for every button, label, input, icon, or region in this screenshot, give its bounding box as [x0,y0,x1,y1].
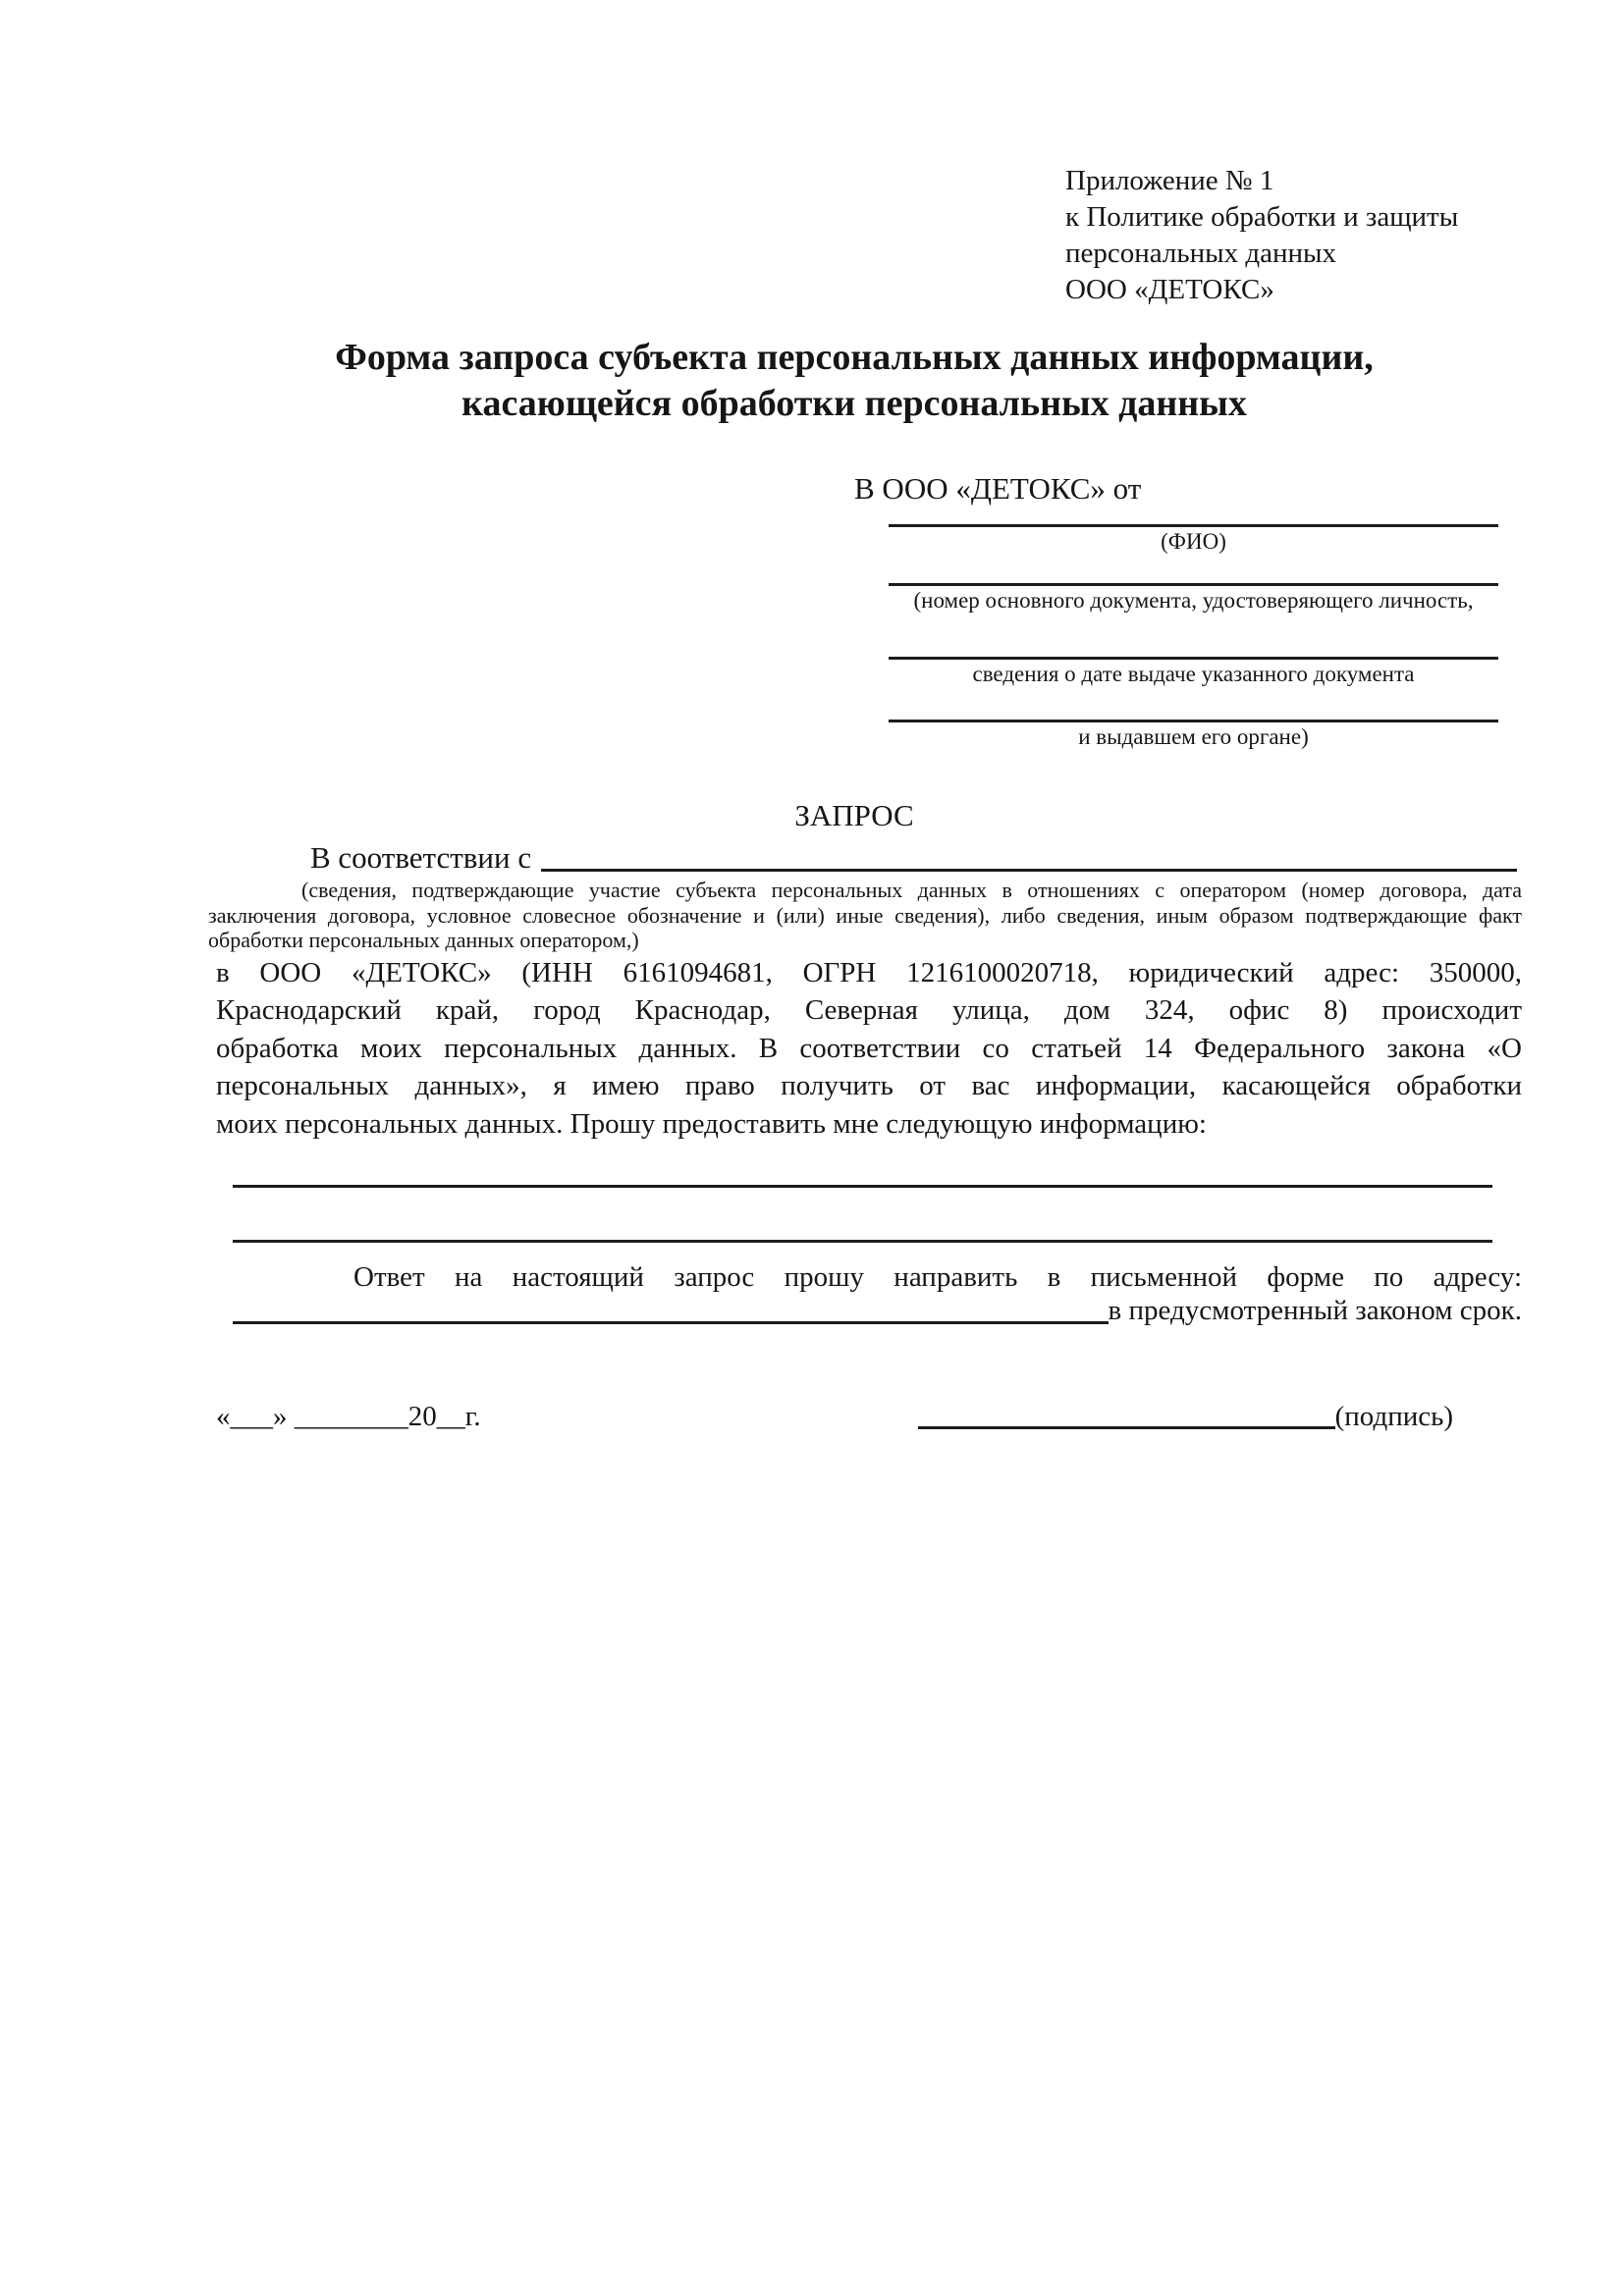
form-title-line: Форма запроса субъекта персональных данных информации, [335,337,1374,378]
issuing-authority-field-caption: и выдавшем его органе) [1078,724,1309,749]
body-paragraph [216,954,1522,1143]
appendix-line: ООО «ДЕТОКС» [1065,274,1274,305]
issue-date-field-caption: сведения о дате выдаче указанного документа [972,662,1415,686]
answer-tail-text: в предусмотренный законом срок. [1108,1295,1522,1326]
document-number-field-caption: (номер основного документа, удостоверяющего личность, [913,588,1474,613]
addressee-block [854,469,1498,752]
note-line: (сведения, подтверждающие участие субъекта персональных данных в отношениях с оператором (номер договора, дата [301,878,1522,902]
blank-answer-line-2 [233,1240,1492,1243]
intro-row [216,838,1517,878]
form-title [201,335,1507,427]
signature-row [216,1398,1453,1435]
signature-caption: (подпись) [1334,1401,1453,1432]
body-line: персональных данных», я имею право получить от вас информации, касающейся обработки [216,1070,1522,1102]
answer-tail-row [233,1292,1522,1329]
appendix-line: Приложение № 1 [1065,165,1274,196]
date-label: «___» ________20__г. [216,1401,481,1432]
body-line: в ООО «ДЕТОКС» (ИНН 6161094681, ОГРН 1216100020718, юридический адрес: 350000, [216,957,1522,988]
answer-paragraph: Ответ на настоящий запрос прошу направить в письменной форме по адресу: [353,1261,1522,1293]
body-line: моих персональных данных. Прошу предоставить мне следующую информацию: [216,1107,1207,1140]
signature-line [918,1426,1335,1429]
body-line: Краснодарский край, город Краснодар, Северная улица, дом 324, офис 8) происходит [216,994,1522,1027]
addressee-heading: В ООО «ДЕТОКС» от [854,471,1142,506]
intro-label: В соответствии с [310,840,532,875]
note-text [208,878,1522,953]
appendix-line: персональных данных [1065,238,1337,269]
request-heading: ЗАПРОС [794,798,914,832]
note-line: заключения договора, условное словесное обозначение и (или) иные сведения), либо сведения, иным образом подтверждающие факт [208,902,1522,928]
address-blank-line [233,1292,1109,1324]
form-title-line: касающейся обработки персональных данных [461,383,1247,424]
blank-answer-line-1 [233,1185,1492,1188]
fio-field-caption: (ФИО) [1161,529,1226,554]
body-line: обработка моих персональных данных. В соответствии со статьей 14 Федерального закона «О [216,1032,1522,1064]
intro-blank-line [541,838,1517,872]
note-line: обработки персональных данных оператором,) [208,928,639,952]
appendix-line: к Политике обработки и защиты [1065,201,1459,233]
appendix-block [1065,163,1458,308]
signature-group [918,1398,1453,1435]
